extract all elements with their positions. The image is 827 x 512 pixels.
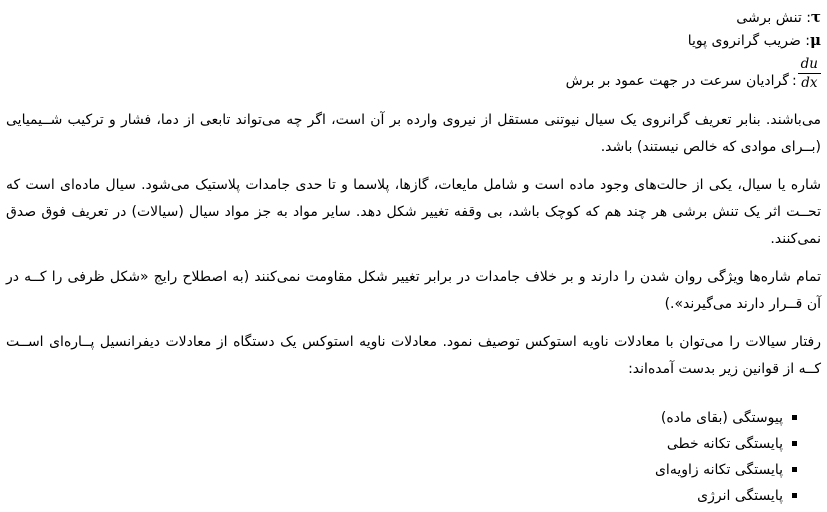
paragraph-flow-property: تمام شاره‌ها ویژگی روان شدن را دارند و بر خلاف جامدات در برابر تغییر شکل مقاومت نمی‌کنند (به اصطلاح رایج «شکل ظرفی را کــه در آن قــرار دارند می‌گیرند».) [6,269,821,313]
list-item [6,405,797,431]
conservation-laws-list [6,405,797,509]
definition-label: تنش برشی [736,10,807,26]
fraction-numerator: du [798,56,821,74]
symbol-definitions [6,6,821,91]
separator: : [806,10,811,26]
fraction-denominator: dx [801,75,818,92]
list-item-label: پیوستگی (بقای ماده) [660,410,783,427]
list-item [6,431,797,457]
paragraph-fluid-definition: شاره یا سیال، یکی از حالت‌های وجود ماده است و شامل مایعات، گازها، پلاسما و تا حدی جامدات پلاستیک می‌شود. سیال ماده‌ای است که تحــت اثر یک تنش برشی هر چند هم که کوچک باشد، بی وقفه تغییر شکل دهد. سایر مواد به جز مواد سیال (سیالات) در تعریف فوق صدق نمی‌کنند. [6,177,821,248]
list-item [6,457,797,483]
definition-velocity-gradient [6,56,821,91]
paragraph-newtonian-viscosity: می‌باشند. بنابر تعریف گرانروی یک سیال نیوتنی مستقل از نیروی وارده بر آن است، اگر چه می‌تواند تابعی از دما، فشار و ترکیب شــیمیایی (بــرای موادی که خالص نیستند) باشد. [6,112,821,156]
bullet-icon [792,441,797,446]
definition-label: گرادیان سرعت در جهت عمود بر برش [565,73,789,90]
mu-symbol: μ [810,31,821,49]
definition-label: ضریب گرانروی پویا [687,33,806,49]
bullet-icon [792,467,797,472]
definition-dynamic-viscosity [6,29,821,52]
list-item-label: پایستگی انرژی [697,488,783,505]
list-item-label: پایستگی تکانه زاویه‌ای [654,462,783,479]
definition-shear-stress [6,6,821,29]
tau-symbol: τ [810,8,821,26]
separator: : [791,73,797,90]
list-item [6,483,797,509]
list-item-label: پایستگی تکانه خطی [666,436,783,453]
du-dx-fraction [798,56,821,91]
paragraph-navier-stokes: رفتار سیالات را می‌توان با معادلات ناویه استوکس توصیف نمود. معادلات ناویه استوکس یک دستگاه از معادلات دیفرانسیل پــاره‌ای اســت کــه از قوانین زیر بدست آمده‌اند: [6,334,821,378]
separator: : [805,33,811,49]
bullet-icon [792,415,797,420]
bullet-icon [792,493,797,498]
